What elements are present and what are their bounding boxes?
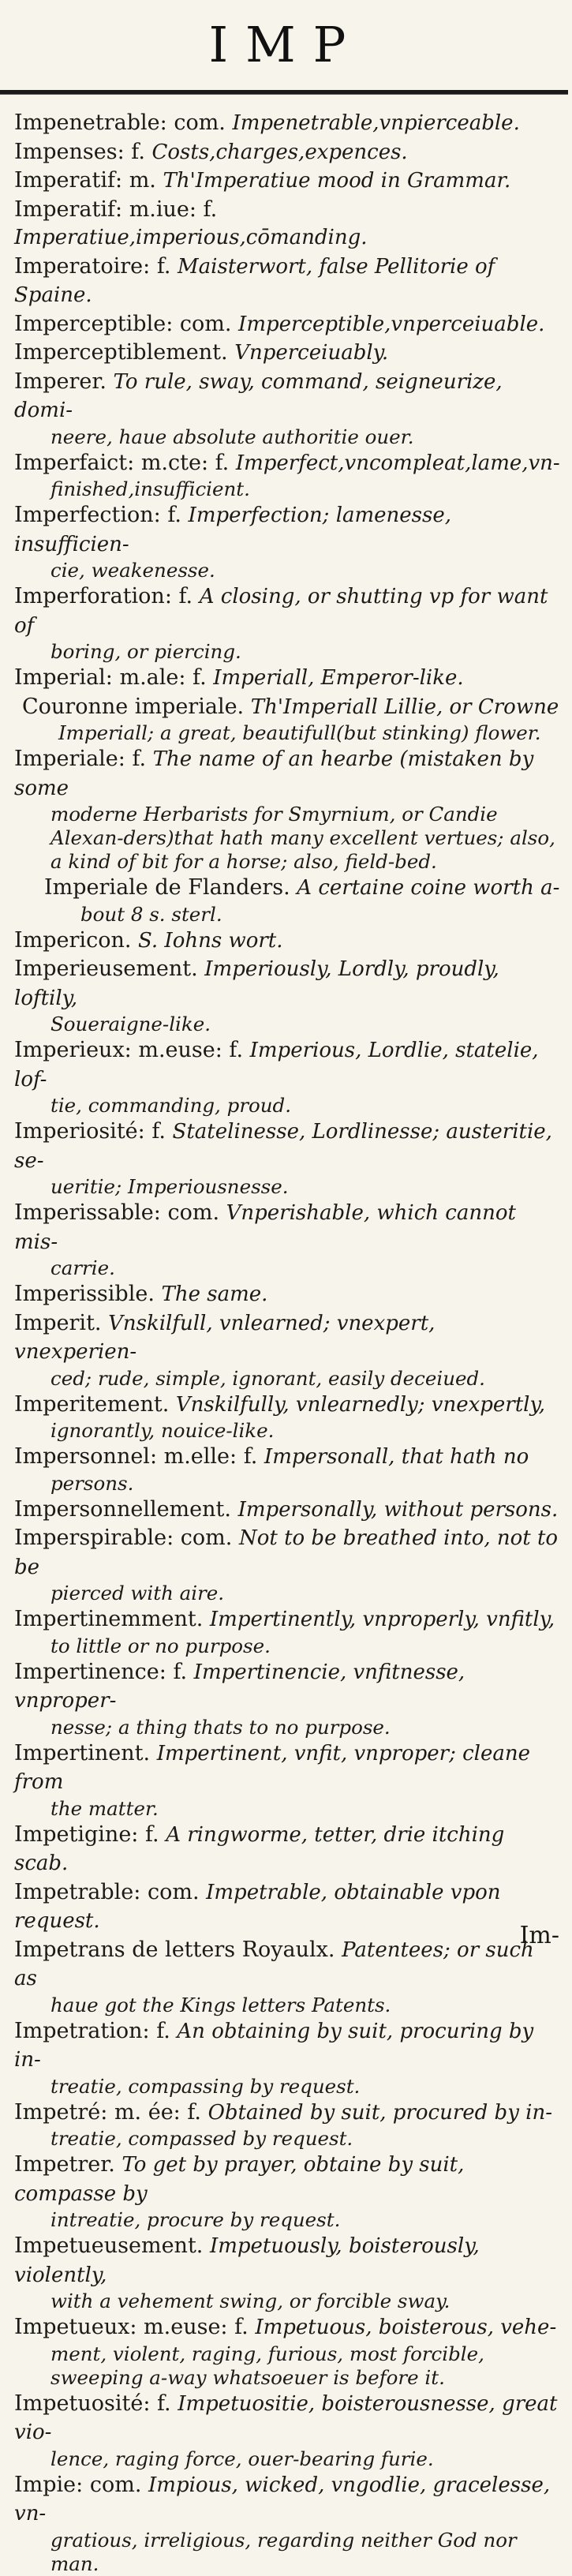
- entry-headword: Impertinent.: [14, 1740, 151, 1765]
- entry-definition: Vnperceiuably.: [234, 341, 389, 365]
- entry-headword: Impetration: f.: [14, 2018, 170, 2043]
- entry-definition: To get by prayer, obtaine by suit, compasse by: [14, 2153, 465, 2206]
- entry-definition: The name of an hearbe (mistaken by some: [14, 747, 534, 800]
- entry-headword: Imperceptible: com.: [14, 311, 232, 336]
- dictionary-entry: [14, 138, 562, 167]
- entry-headword: Imperissable: com.: [14, 1200, 220, 1225]
- dictionary-entry: [14, 449, 562, 502]
- entry-continuation: tie, commanding, proud.: [50, 1094, 292, 1117]
- entry-definition: Patentees; or such as: [14, 1938, 534, 1990]
- entry-definition: To rule, sway, command, seigneurize, domi-: [14, 369, 503, 422]
- entry-continuation: bout 8 s. sterl.: [80, 902, 222, 926]
- entry-headword: Impetuosité: f.: [14, 2391, 171, 2416]
- entry-headword: Imperieusement.: [14, 957, 198, 981]
- entry-definition: Statelinesse, Lordlinesse; austeritie, se-: [14, 1120, 552, 1173]
- dictionary-entry: [14, 1739, 562, 1821]
- entry-continuation: moderne Herbarists for Smyrnium, or Candie Alexan-ders)that hath many excellent vertues; also, a kind of bit for a horse; also, field-bed.: [50, 803, 555, 873]
- entry-definition: Impetuous, boisterous, vehe-: [255, 2316, 557, 2339]
- entry-headword: Imperatif: m.: [14, 168, 156, 193]
- entry-definition: A certaine coine worth a-: [297, 876, 560, 900]
- dictionary-entry: [14, 664, 562, 693]
- entry-continuation: cie, weakenesse.: [50, 559, 215, 582]
- entry-headword: Impetueusement.: [14, 2233, 204, 2258]
- entry-headword: Impertinence: f.: [14, 1659, 188, 1684]
- entry-headword: Impetrans de letters Royaulx.: [14, 1937, 335, 1962]
- entry-headword: Impersonnel: m.elle: f.: [14, 1444, 258, 1469]
- entry-definition: Vnskilfull, vnlearned; vnexpert, vnexperien-: [14, 1311, 436, 1364]
- entry-headword: Impie: com.: [14, 2472, 142, 2497]
- dictionary-entry: [14, 310, 562, 339]
- dictionary-entry: [14, 501, 562, 582]
- entry-headword: Imperiale de Flanders.: [44, 875, 290, 900]
- entry-continuation: ueritie; Imperiousnesse.: [50, 1175, 289, 1198]
- dictionary-entry: [14, 339, 562, 368]
- entry-definition: A closing, or shutting vp for want of: [14, 585, 548, 638]
- entry-definition: Imperiously, Lordly, proudly, loftily,: [14, 957, 499, 1010]
- entry-definition: A ringworme, tetter, drie itching scab.: [14, 1822, 505, 1875]
- entry-continuation: haue got the Kings letters Patents.: [50, 1993, 391, 2016]
- entry-definition: Th'Imperiall Lillie, or Crowne: [250, 695, 559, 719]
- entry-headword: Imperceptiblement.: [14, 340, 228, 365]
- entry-continuation: the matter.: [50, 1796, 159, 1820]
- entry-definition: S. Iohns wort.: [138, 928, 283, 953]
- entry-headword: Imperiale: f.: [14, 747, 147, 771]
- entry-headword: Imperfection: f.: [14, 503, 181, 527]
- dictionary-entry: [14, 109, 562, 138]
- entry-headword: Impertinemment.: [14, 1607, 204, 1631]
- dictionary-entry: [14, 955, 562, 1036]
- entry-definition: Imperatiue,imperious,cōmanding.: [14, 226, 368, 249]
- entry-definition: Impetuously, boisterously, violently,: [14, 2234, 480, 2287]
- entry-headword: Imperial: m.ale: f.: [14, 665, 207, 690]
- entry-headword: Impenetrable: com.: [14, 110, 226, 135]
- dictionary-entry: [14, 2313, 562, 2390]
- dictionary-entry: [14, 693, 562, 746]
- dictionary-entry: [14, 2390, 562, 2471]
- entry-definition: Impertinent, vnfit, vnproper; cleane from: [14, 1741, 531, 1794]
- entry-headword: Imperforation: f.: [14, 584, 193, 608]
- dictionary-entry: [14, 2099, 562, 2151]
- dictionary-entry: [14, 2232, 562, 2313]
- entry-headword: Impetueux: m.euse: f.: [14, 2315, 249, 2339]
- dictionary-entry: [14, 582, 562, 664]
- entry-continuation: treatie, compassing by request.: [50, 2074, 361, 2098]
- entry-definition: Obtained by suit, procured by in-: [207, 2100, 553, 2125]
- entry-headword: Imperieux: m.euse: f.: [14, 1038, 244, 1062]
- entry-continuation: Soueraigne-like.: [50, 1013, 211, 1035]
- entry-definition: Imperceptible,vnperceiuable.: [238, 312, 545, 336]
- entry-definition: Impenetrable,vnpierceable.: [232, 111, 520, 135]
- dictionary-entry: [14, 1605, 562, 1658]
- entry-definition: Impetuositie, boisterousnesse, great vio-: [14, 2391, 558, 2444]
- dictionary-entry: [14, 2017, 562, 2099]
- catchword: Im-: [519, 1922, 559, 1949]
- entry-continuation: lence, raging force, ouer-bearing furie.: [50, 2447, 434, 2470]
- dictionary-entry: [14, 1391, 562, 1443]
- entry-definition: Th'Imperatiue mood in Grammar.: [163, 169, 511, 193]
- entry-headword: Impetigine: f.: [14, 1822, 159, 1847]
- entry-definition: Impertinencie, vnfitnesse, vnproper-: [14, 1660, 465, 1713]
- entry-definition: Impetrable, obtainable vpon request.: [14, 1880, 501, 1933]
- entry-headword: Imperissible.: [14, 1282, 155, 1306]
- entry-headword: Impetré: m. ée: f.: [14, 2099, 201, 2125]
- dictionary-entry: [14, 745, 562, 874]
- dictionary-entry: [14, 927, 562, 956]
- header-rule: [0, 90, 568, 95]
- entry-continuation: pierced with aire.: [50, 1582, 225, 1604]
- entry-continuation: Imperiall; a great, beautifull(but stinking) flower.: [58, 721, 541, 744]
- dictionary-entry: [14, 1118, 562, 1199]
- entry-definition: Not to be breathed into, not to be: [14, 1526, 559, 1579]
- entry-definition: Impertinently, vnproperly, vnfitly,: [209, 1608, 555, 1631]
- entry-continuation: treatie, compassed by request.: [50, 2127, 353, 2150]
- entry-headword: Imperfaict: m.cte: f.: [14, 450, 230, 475]
- entry-definition: Imperfect,vncompleat,lame,vn-: [235, 451, 560, 475]
- entry-headword: Imperit.: [14, 1310, 102, 1335]
- entry-headword: Impersonnellement.: [14, 1496, 231, 1522]
- entry-definition: Impious, wicked, vngodlie, gracelesse, vn-: [14, 2473, 551, 2525]
- entry-headword: Imperiosité: f.: [14, 1119, 166, 1144]
- entry-continuation: persons.: [50, 1471, 134, 1495]
- entry-continuation: with a vehement swing, or forcible sway.: [50, 2290, 450, 2312]
- entry-definition: Impersonally, without persons.: [237, 1497, 559, 1522]
- entry-headword: Impetrable: com.: [14, 1879, 200, 1904]
- entry-headword: Imperspirable: com.: [14, 1526, 233, 1550]
- entry-definition: Vnperishable, which cannot mis-: [14, 1201, 516, 1254]
- entry-headword: Couronne imperiale.: [22, 694, 245, 719]
- entry-definition: Imperiall, Emperor-like.: [213, 666, 464, 690]
- entry-headword: Imperatif: m.iue: f.: [14, 197, 218, 222]
- dictionary-entry: [14, 1524, 562, 1605]
- entry-continuation: to little or no purpose.: [50, 1634, 271, 1657]
- entry-continuation: carrie.: [50, 1256, 115, 1279]
- entry-definition: Vnskilfully, vnlearnedly; vnexpertly,: [175, 1392, 545, 1417]
- entry-definition: Impersonall, that hath no: [264, 1445, 529, 1469]
- dictionary-entry: [14, 1496, 562, 1525]
- entry-continuation: neere, haue absolute authoritie ouer.: [50, 425, 414, 448]
- dictionary-entry: [14, 1199, 562, 1280]
- dictionary-entry: [14, 2471, 562, 2576]
- entry-headword: Impericon.: [14, 927, 132, 953]
- entry-continuation: boring, or piercing.: [50, 640, 241, 663]
- entry-definition: An obtaining by suit, procuring by in-: [14, 2019, 534, 2072]
- page-title: IMP: [208, 15, 364, 73]
- dictionary-entry: [14, 1658, 562, 1739]
- dictionary-entry: [14, 1280, 562, 1309]
- entry-definition: Costs,charges,expences.: [151, 140, 408, 164]
- dictionary-entry: [14, 167, 562, 196]
- entry-definition: The same.: [161, 1282, 268, 1306]
- entry-continuation: intreatie, procure by request.: [50, 2208, 341, 2231]
- entry-definition: Maisterwort, false Pellitorie of Spaine.: [14, 254, 495, 307]
- entry-continuation: ignorantly, nouice-like.: [50, 1419, 275, 1442]
- entry-list: [14, 109, 562, 2575]
- entry-definition: Imperious, Lordlie, statelie, lof-: [14, 1039, 539, 1091]
- entry-definition: Imperfection; lamenesse, insufficien-: [14, 504, 452, 556]
- dictionary-entry: [14, 1936, 562, 2017]
- entry-continuation: ment, violent, raging, furious, most forcible, sweeping a-way whatsoeuer is before it.: [50, 2342, 484, 2389]
- page-header: [0, 0, 572, 88]
- entry-continuation: ced; rude, simple, ignorant, easily deceiued.: [50, 1366, 485, 1390]
- dictionary-entry: [14, 1878, 562, 1936]
- entry-continuation: gratious, irreligious, regarding neither God nor man.: [50, 2528, 517, 2575]
- entry-headword: Imperitement.: [14, 1391, 170, 1417]
- entry-continuation: nesse; a thing thats to no purpose.: [50, 1715, 391, 1739]
- entry-headword: Imperer.: [14, 369, 107, 394]
- dictionary-entry: [14, 874, 562, 927]
- dictionary-entry: [14, 1036, 562, 1118]
- entry-headword: Impenses: f.: [14, 139, 145, 164]
- dictionary-entry: [14, 1443, 562, 1496]
- entry-continuation: finished,insufficient.: [50, 477, 250, 500]
- entry-headword: Imperatoire: f.: [14, 253, 171, 279]
- dictionary-entry: [14, 196, 562, 253]
- dictionary-entry: [14, 1309, 562, 1391]
- entry-headword: Impetrer.: [14, 2152, 115, 2177]
- dictionary-entry: [14, 2151, 562, 2232]
- dictionary-entry: [14, 1821, 562, 1878]
- dictionary-entry: [14, 368, 562, 449]
- dictionary-entry: [14, 253, 562, 310]
